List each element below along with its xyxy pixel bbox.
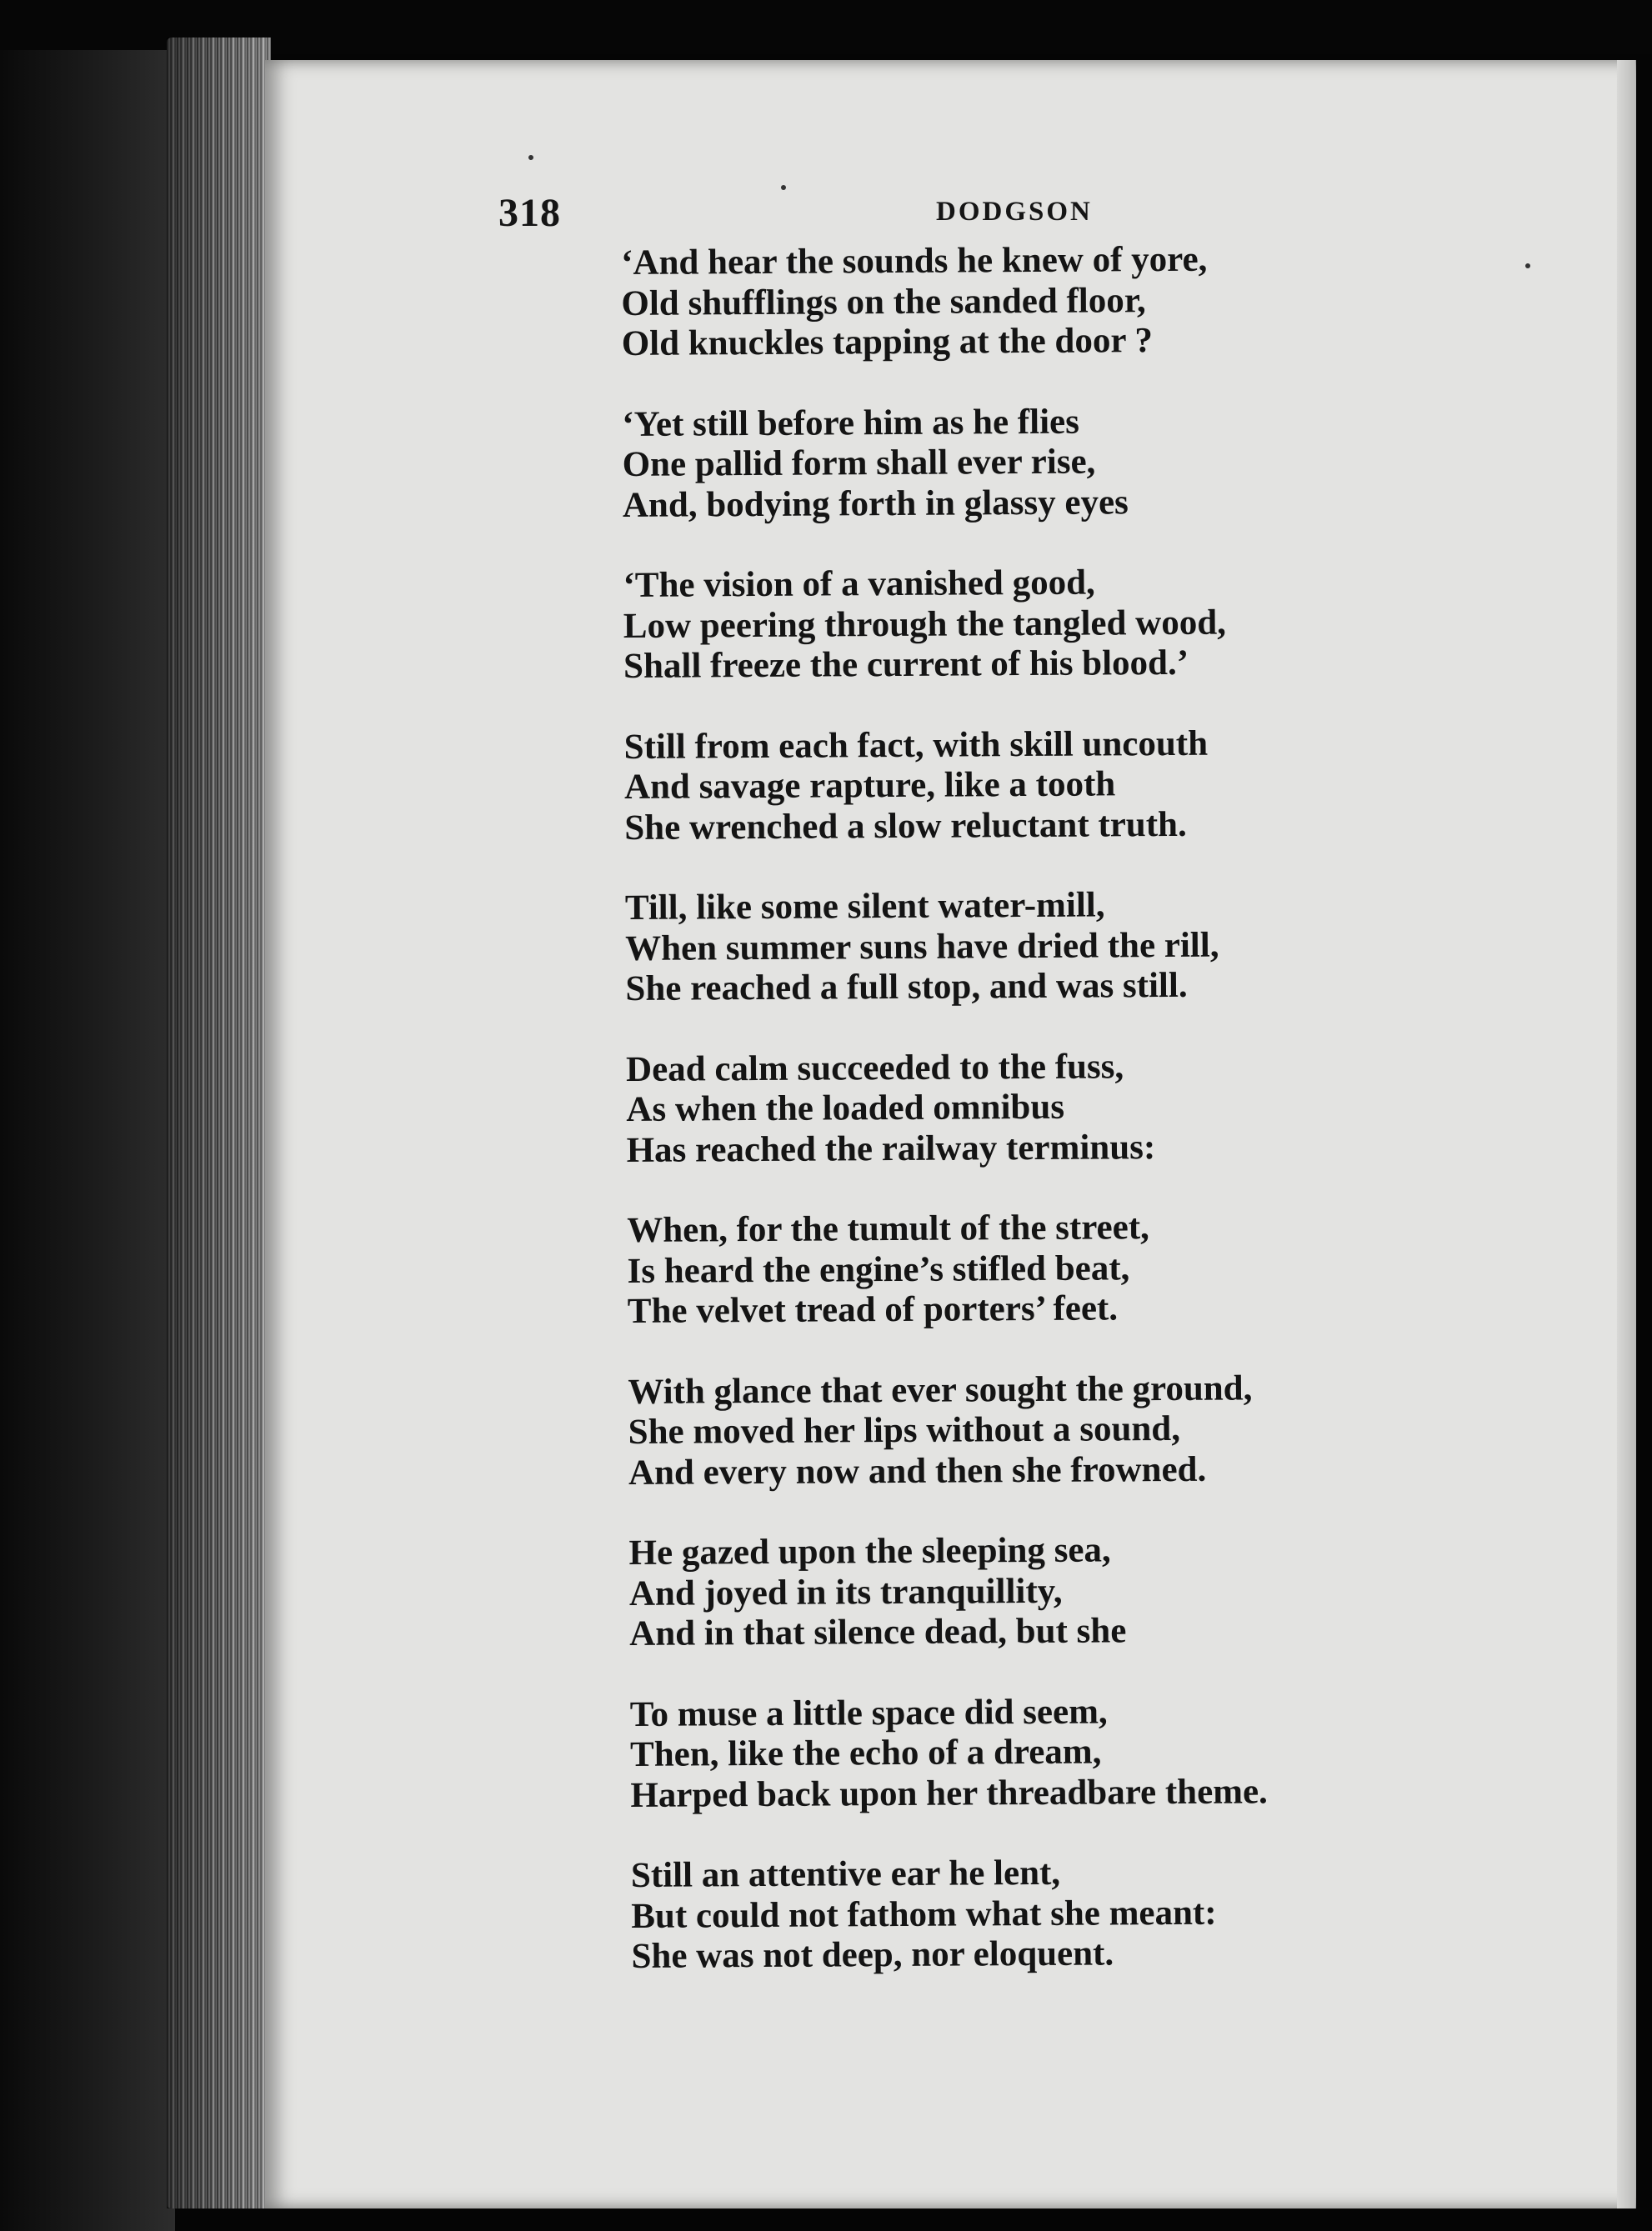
stanza [631,1850,1599,1978]
poem-line: Low peering through the tangled wood, [623,603,1227,646]
poem-line: She moved her lips without a sound, [628,1408,1181,1452]
stanza [627,1205,1594,1333]
poem-line: Still from each fact, with skill uncouth [623,723,1209,767]
poem-line: And, bodying forth in glassy eyes [622,482,1129,525]
poem-line: Till, like some silent water-mill, [624,885,1105,928]
poem-line: When, for the tumult of the street, [627,1208,1149,1250]
print-speck [528,155,533,160]
page-number: 318 [498,191,561,235]
poem-text [621,238,1599,2018]
poem-line: ‘And hear the sounds he knew of yore, [621,239,1208,283]
stanza [621,238,1589,365]
stacked-page-edges [167,38,271,2208]
poem-line: She wrenched a slow reluctant truth. [624,804,1187,848]
poem-line: Then, like the echo of a dream, [629,1732,1102,1774]
poem-line: She reached a full stop, and was still. [625,965,1188,1008]
book-cover-shadow [0,50,175,2231]
stanza [628,1366,1595,1493]
poem-line: When summer suns have dried the rill, [625,925,1219,968]
poem-line: Harped back upon her threadbare theme. [630,1771,1269,1815]
poem-line: And joyed in its tranquillity, [628,1571,1063,1613]
poem-line: But could not fathom what she meant: [631,1893,1217,1936]
stanza [626,1043,1594,1171]
poem-line: And in that silence dead, but she [629,1611,1127,1653]
poem-line: The velvet tread of porters’ feet. [627,1288,1119,1331]
poem-line: Old shufflings on the sanded floor, [621,280,1146,323]
poem-line: Old knuckles tapping at the door ? [621,321,1154,363]
page-right-edge [1617,60,1635,2208]
poem-line: And every now and then she frowned. [628,1449,1207,1493]
stanza [630,1688,1598,1816]
poem-line: He gazed upon the sleeping sea, [628,1530,1111,1573]
poem-line: Still an attentive ear he lent, [630,1853,1061,1895]
poem-line: She was not deep, nor eloquent. [631,1933,1114,1976]
poem-line: Shall freeze the current of his blood.’ [623,643,1189,686]
page-header [498,190,1149,240]
stanza [625,883,1593,1010]
poem-line: To muse a little space did seem, [629,1691,1108,1734]
poem-line: Dead calm succeeded to the fuss, [625,1046,1124,1089]
poem-line: As when the loaded omnibus [626,1087,1065,1129]
poem-line: ‘Yet still before him as he flies [622,402,1080,444]
poem-line: Has reached the railway terminus: [626,1127,1156,1170]
poem-line: And savage rapture, like a tooth [623,764,1116,807]
poem-line: Is heard the engine’s stifled beat, [627,1248,1130,1291]
stanza [624,721,1592,848]
poem-line: With glance that ever sought the ground, [628,1368,1253,1412]
running-head: DODGSON [936,197,1093,227]
stanza [623,560,1590,688]
poem-line: ‘The vision of a vanished good, [623,563,1095,605]
stanza [628,1528,1596,1655]
poem-line: One pallid form shall ever rise, [622,442,1096,484]
stanza [622,398,1589,526]
